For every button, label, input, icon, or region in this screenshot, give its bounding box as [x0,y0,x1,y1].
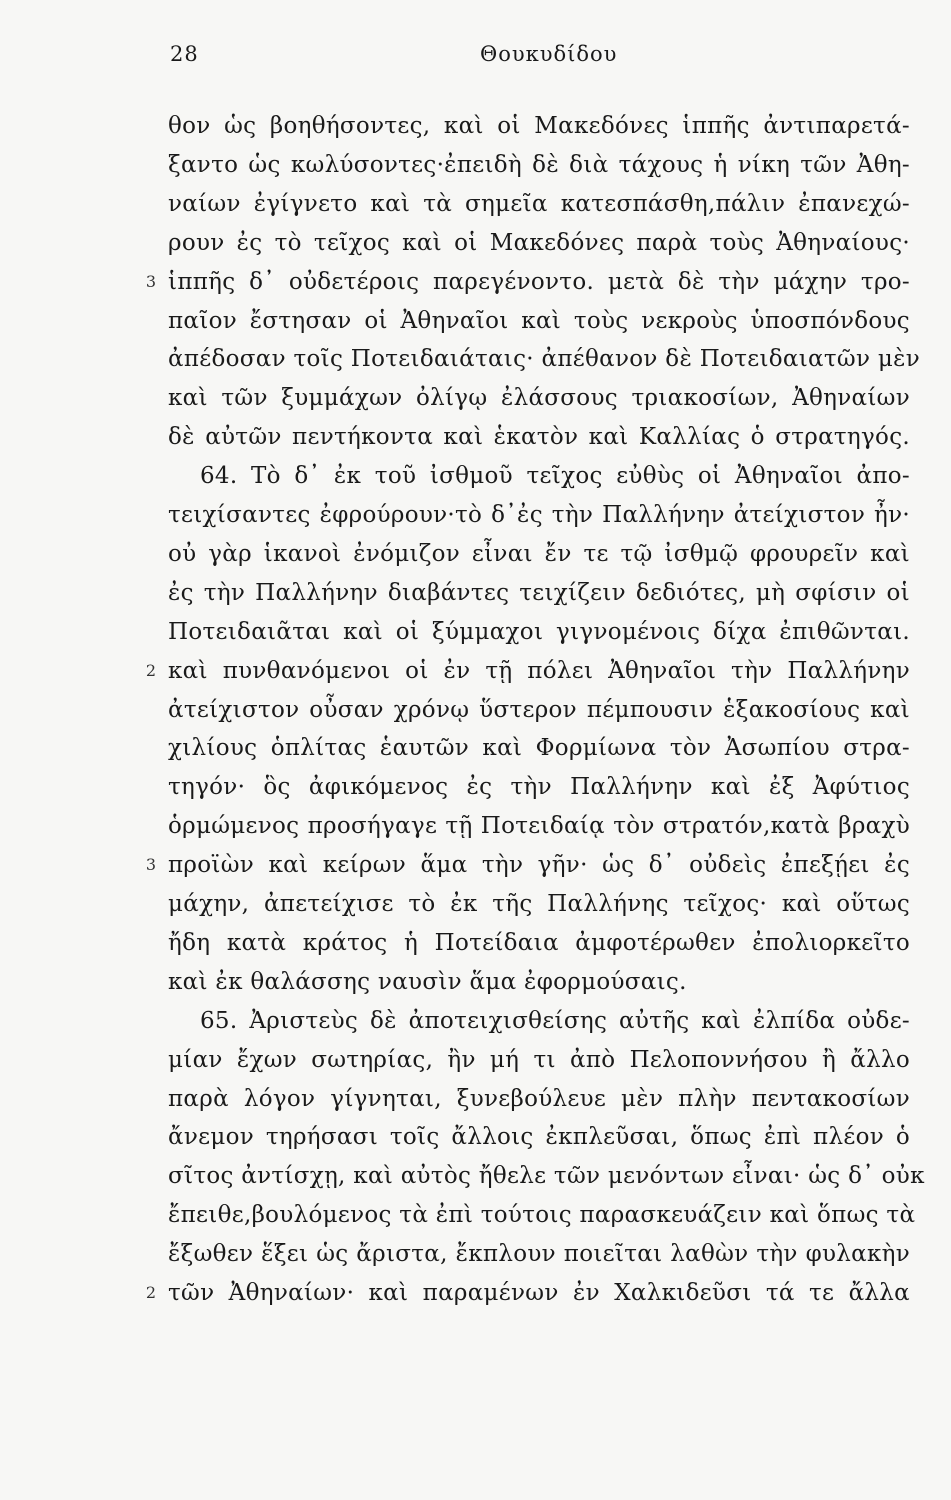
section-marker: 3 [145,272,156,291]
text-line: ἀπέδοσαν τοῖς Ποτειδαιάταις· ἀπέθανον δὲ Ποτειδαιατῶν μὲν [168,346,921,372]
text-line: τειχίσαντες ἐφρούρουν·τὸ δ᾽ἐς τὴν Παλλήνην ἀτείχιστον ἦν· [168,502,910,528]
text-line: παῖον ἔστησαν οἱ Ἀθηναῖοι καὶ τοὺς νεκροὺς ὑποσπόνδους [168,308,910,334]
text-line: ναίων ἐγίγνετο καὶ τὰ σημεῖα κατεσπάσθη,πάλιν ἐπανεχώ- [168,191,910,217]
text-line: σῖτος ἀντίσχῃ, καὶ αὐτὸς ἤθελε τῶν μενόντων εἶναι· ὡς δ᾽ οὐκ [168,1163,925,1189]
section-marker: 2 [145,661,156,680]
text-line: ρουν ἐς τὸ τεῖχος καὶ οἱ Μακεδόνες παρὰ τοὺς Ἀθηναίους· [168,230,910,256]
text-line: μίαν ἔχων σωτηρίας, ἢν μή τι ἀπὸ Πελοποννήσου ἢ ἄλλο [168,1047,910,1073]
text-line: προϊὼν καὶ κείρων ἅμα τὴν γῆν· ὡς δ᾽ οὐδεὶς ἐπεξῄει ἐς [168,852,910,878]
text-line: 64. Τὸ δ᾽ ἐκ τοῦ ἰσθμοῦ τεῖχος εὐθὺς οἱ Ἀθηναῖοι ἀπο- [200,463,910,489]
text-line: ἄνεμον τηρήσασι τοῖς ἄλλοις ἐκπλεῦσαι, ὅπως ἐπὶ πλέον ὁ [168,1124,910,1150]
text-line: τῶν Ἀθηναίων· καὶ παραμένων ἐν Χαλκιδεῦσι τά τε ἄλλα [168,1280,910,1306]
text-line: 65. Ἀριστεὺς δὲ ἀποτειχισθείσης αὐτῆς καὶ ἐλπίδα οὐδε- [200,1008,910,1034]
text-line: ἔπειθε,βουλόμενος τὰ ἐπὶ τούτοις παρασκευάζειν καὶ ὅπως τὰ [168,1202,916,1228]
section-marker: 3 [145,855,156,874]
text-line: μάχην, ἀπετείχισε τὸ ἐκ τῆς Παλλήνης τεῖχος· καὶ οὕτως [168,891,910,917]
text-line: καὶ ἐκ θαλάσσης ναυσὶν ἅμα ἐφορμούσαις. [168,969,687,995]
text-line: καὶ τῶν ξυμμάχων ὀλίγῳ ἐλάσσους τριακοσίων, Ἀθηναίων [168,385,910,411]
text-line: ὁρμώμενος προσήγαγε τῇ Ποτειδαίᾳ τὸν στρατόν,κατὰ βραχὺ [168,813,910,839]
page-number: 28 [170,42,199,66]
text-line: καὶ πυνθανόμενοι οἱ ἐν τῇ πόλει Ἀθηναῖοι τὴν Παλλήνην [168,658,910,684]
text-line: δὲ αὐτῶν πεντήκοντα καὶ ἑκατὸν καὶ Καλλίας ὁ στρατηγός. [168,424,910,450]
section-marker: 2 [145,1283,156,1302]
text-line: ἱππῆς δ᾽ οὐδετέροις παρεγένοντο. μετὰ δὲ τὴν μάχην τρο- [168,269,910,295]
text-line: ἔξωθεν ἕξει ὡς ἄριστα, ἔκπλουν ποιεῖται λαθὼν τὴν φυλακὴν [168,1241,910,1267]
text-line: παρὰ λόγον γίγνηται, ξυνεβούλευε μὲν πλὴν πεντακοσίων [168,1086,910,1112]
text-line: ἤδη κατὰ κράτος ἡ Ποτείδαια ἀμφοτέρωθεν ἐπολιορκεῖτο [168,930,910,956]
text-line: ἀτείχιστον οὖσαν χρόνῳ ὕστερον πέμπουσιν ἑξακοσίους καὶ [168,697,910,723]
running-title: Θουκυδίδου [480,42,618,66]
text-line: τηγόν· ὃς ἀφικόμενος ἐς τὴν Παλλήνην καὶ ἐξ Ἀφύτιος [168,774,910,800]
text-line: ξαντο ὡς κωλύσοντες·ἐπειδὴ δὲ διὰ τάχους ἡ νίκη τῶν Ἀθη- [168,152,910,178]
text-line: χιλίους ὁπλίτας ἑαυτῶν καὶ Φορμίωνα τὸν Ἀσωπίου στρα- [168,735,910,761]
text-line: ἐς τὴν Παλλήνην διαβάντες τειχίζειν δεδιότες, μὴ σφίσιν οἱ [168,580,910,606]
text-line: οὐ γὰρ ἱκανοὶ ἐνόμιζον εἶναι ἔν τε τῷ ἰσθμῷ φρουρεῖν καὶ [168,541,910,567]
text-line: Ποτειδαιᾶται καὶ οἱ ξύμμαχοι γιγνομένοις δίχα ἐπιθῶνται. [168,619,910,645]
text-line: θον ὡς βοηθήσοντες, καὶ οἱ Μακεδόνες ἱππῆς ἀντιπαρετά- [168,113,910,139]
